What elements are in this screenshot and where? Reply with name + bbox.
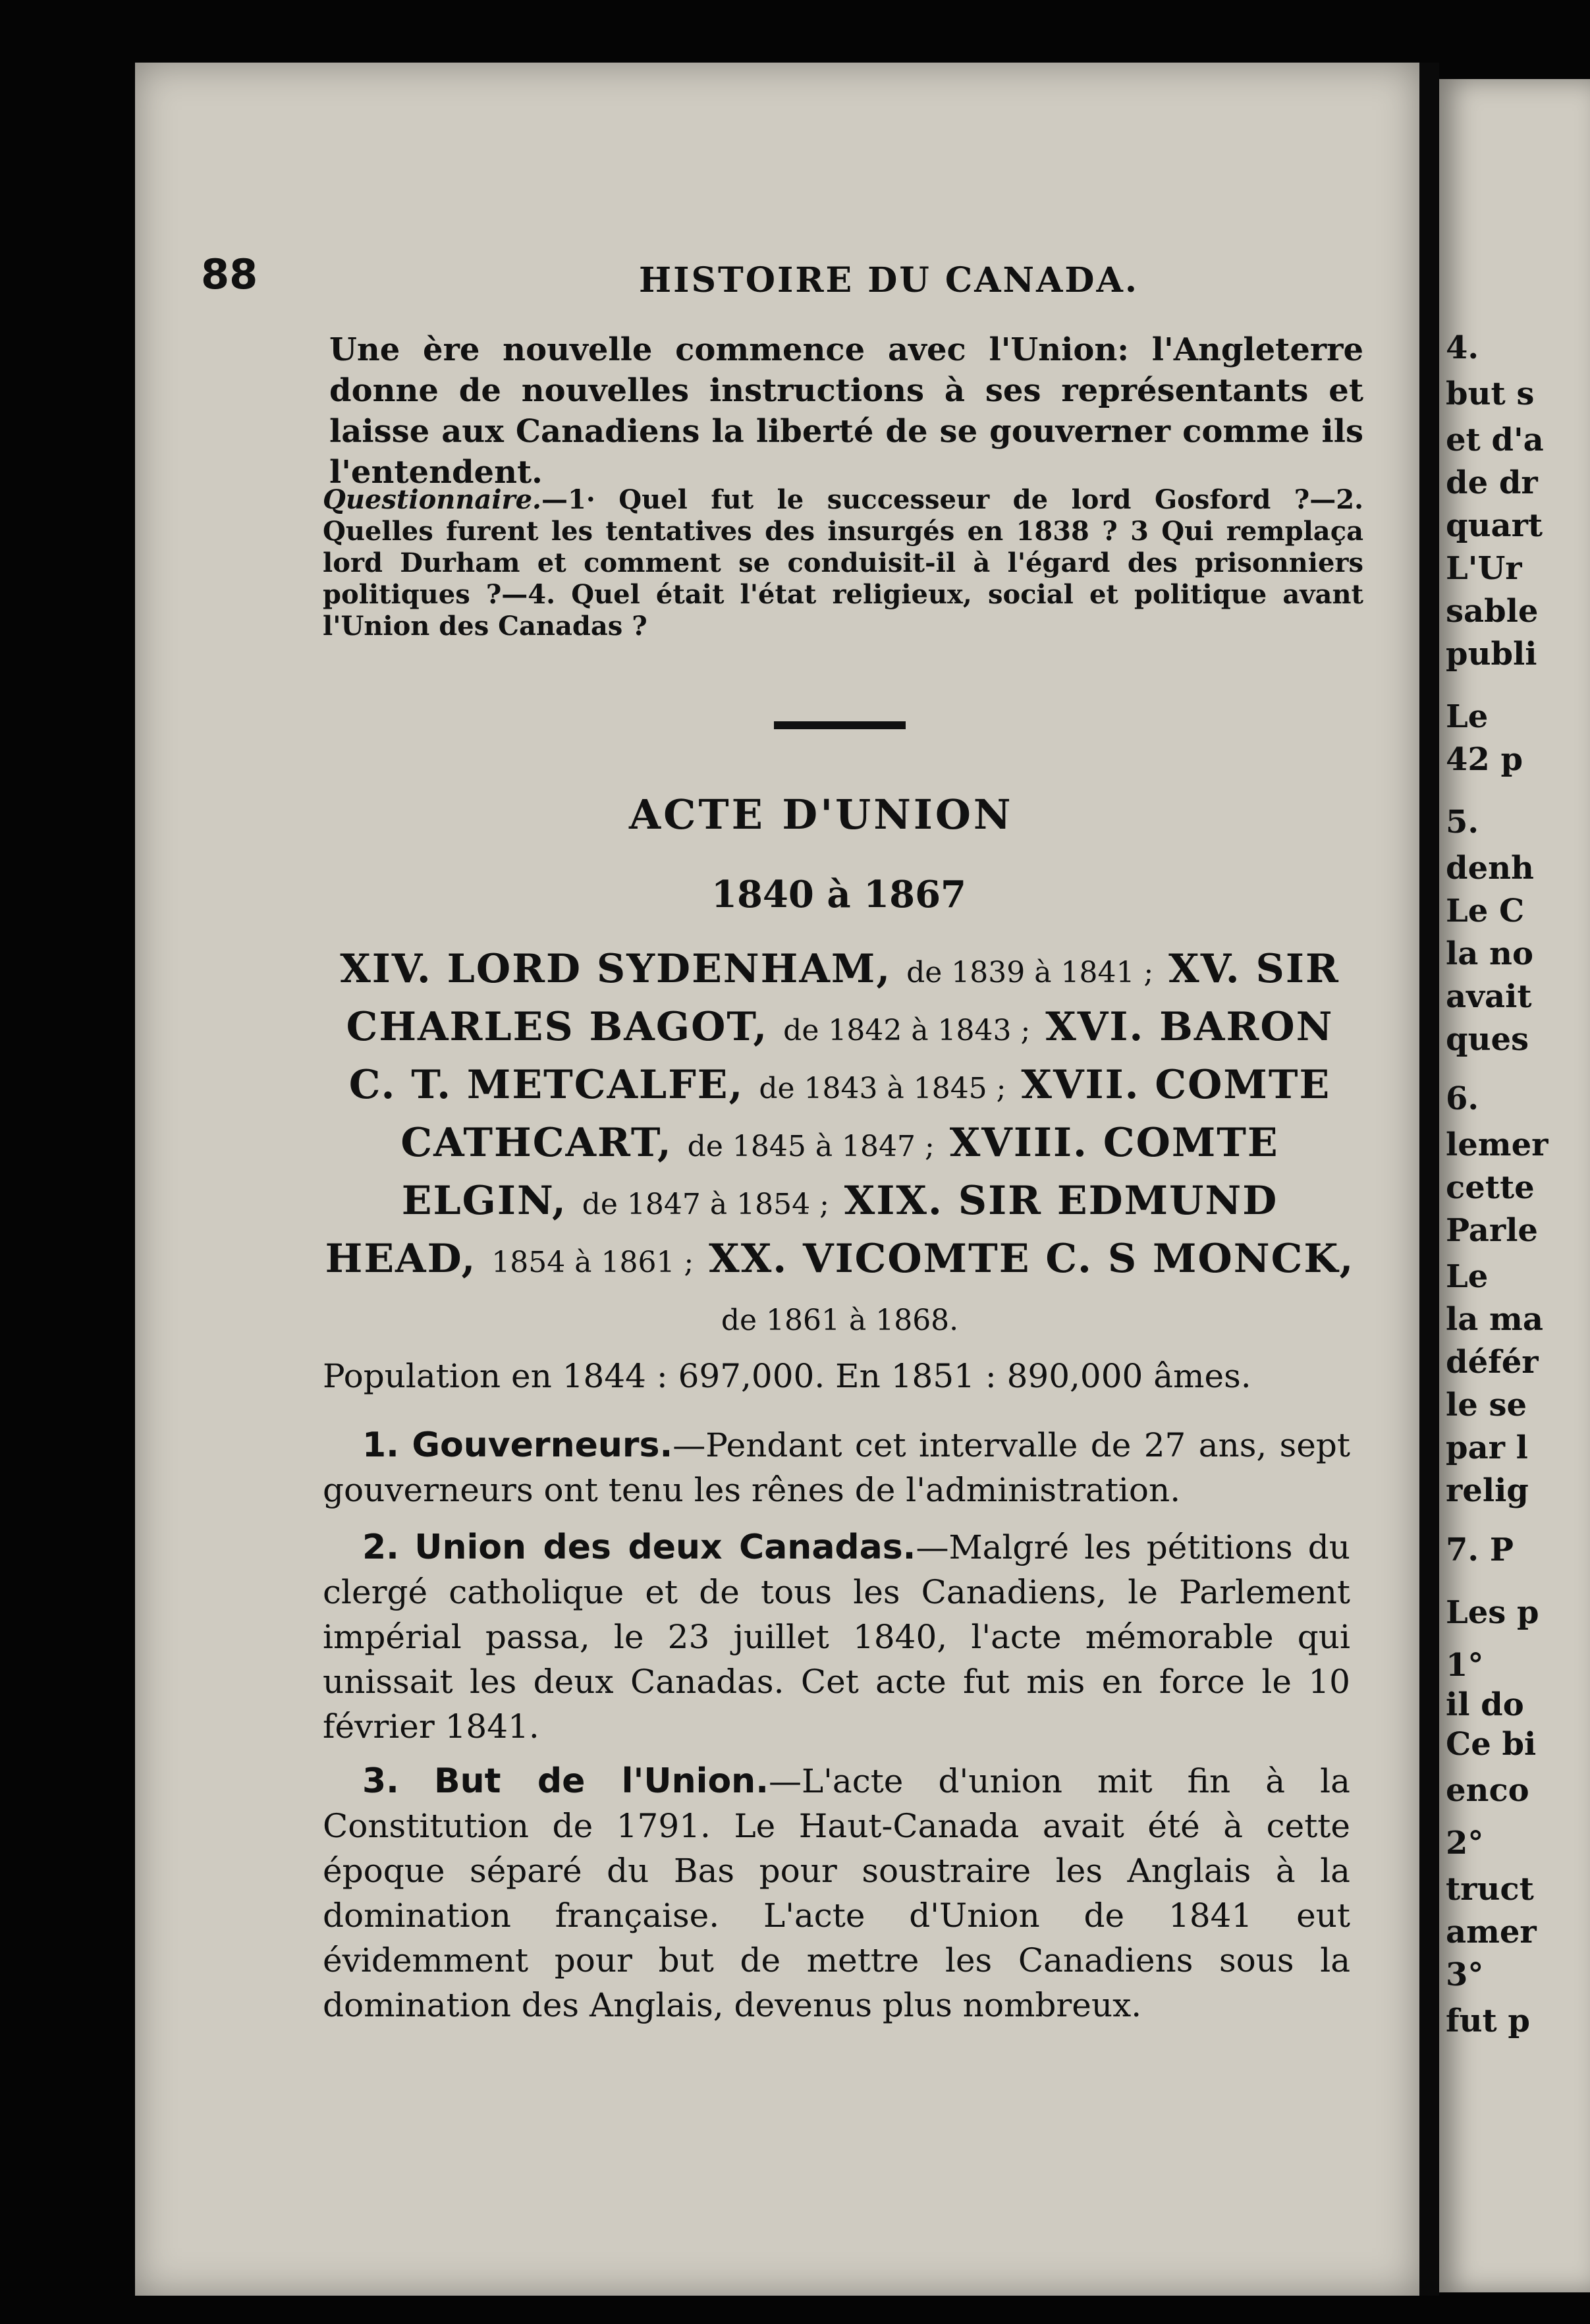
right-page-fragment: 5. <box>1446 804 1479 841</box>
right-page-fragment: Parle <box>1446 1212 1538 1249</box>
right-page-fragment: Le <box>1446 698 1489 735</box>
book-gutter <box>1419 63 1439 2296</box>
right-page-fragment: le se <box>1446 1387 1527 1424</box>
right-page-fragment: et d'a <box>1446 422 1544 458</box>
paragraph-text: —Pendant cet intervalle de 27 ans, sept gouverneurs ont tenu les rênes de l'administration. <box>323 1426 1350 1509</box>
paragraph-text: —Malgré les pétitions du clergé catholique et de tous les Canadiens, le Parlement impérial passa, le 23 juillet 1840, l'acte mémorable qui unissait les deux Canadas. Cet acte fut mis en force le 10 février 1841. <box>323 1528 1350 1746</box>
paragraph-number: 2. <box>362 1528 399 1567</box>
governor-name: XV. SIR CHARLES BAGOT, <box>346 946 1340 1050</box>
right-page-fragment: cette <box>1446 1169 1535 1206</box>
intro-paragraph: Une ère nouvelle commence avec l'Union: l'Angleterre donne de nouvelles instructions à ses représentants et laisse aux Canadiens la liberté de se gouverner comme ils l'entendent. <box>329 331 1363 491</box>
governor-name: XX. VICOMTE C. S MONCK, <box>709 1236 1355 1282</box>
right-page-fragment: défér <box>1446 1344 1539 1381</box>
right-page-fragment: par l <box>1446 1429 1528 1466</box>
right-page-fragment: 2° <box>1446 1825 1484 1862</box>
governor-dates: de 1839 à 1841 ; <box>906 956 1154 989</box>
right-page-fragment: Ce bi <box>1446 1726 1537 1763</box>
governor-dates: de 1861 à 1868. <box>721 1304 959 1337</box>
governor-dates: de 1845 à 1847 ; <box>687 1130 935 1163</box>
governors-list <box>323 942 1357 1348</box>
right-page-fragment: truct <box>1446 1871 1534 1908</box>
governor-dates: de 1842 à 1843 ; <box>783 1014 1031 1047</box>
governor-dates: de 1847 à 1854 ; <box>582 1188 829 1221</box>
right-page-fragment: 7. P <box>1446 1532 1514 1568</box>
right-page-fragment: enco <box>1446 1772 1529 1809</box>
right-page-fragment: fut p <box>1446 2003 1530 2039</box>
right-page-fragment: relig <box>1446 1472 1529 1509</box>
governor-name: XIX. SIR EDMUND HEAD, <box>325 1178 1278 1282</box>
governor-name: XVII. COMTE CATHCART, <box>400 1062 1331 1166</box>
questionnaire <box>323 484 1363 642</box>
right-page-fragment: lemer <box>1446 1126 1549 1163</box>
right-page-fragment: but s <box>1446 375 1535 412</box>
right-page-fragment: denh <box>1446 850 1534 887</box>
right-page-fragment: 42 p <box>1446 741 1523 778</box>
paragraph-text: —L'acte d'union mit fin à la Constitution de 1791. Le Haut-Canada avait été à cette époque séparé du Bas pour soustraire les Anglais à la domination française. L'acte d'Union de 1841 eut évidemment pour but de mettre les Canadiens sous la domination des Anglais, devenus plus nombreux. <box>323 1762 1350 2024</box>
right-page-fragment: avait <box>1446 978 1532 1015</box>
right-page-fragment: publi <box>1446 636 1537 673</box>
right-page-fragment: la ma <box>1446 1301 1543 1338</box>
paragraph-3 <box>323 1759 1350 2028</box>
right-page-fragment: quart <box>1446 507 1543 544</box>
right-page-fragment: ques <box>1446 1021 1529 1058</box>
right-page-fragment: sable <box>1446 593 1539 630</box>
governor-name: XIV. LORD SYDENHAM, <box>340 946 892 992</box>
right-page-fragment: amer <box>1446 1914 1537 1950</box>
paragraph-heading: Gouverneurs. <box>412 1425 673 1465</box>
paragraph-heading: But de l'Union. <box>434 1761 769 1801</box>
right-page-fragment: 1° <box>1446 1647 1484 1684</box>
right-page-fragment: 4. <box>1446 329 1479 366</box>
paragraph-1 <box>323 1423 1350 1512</box>
paragraph-2 <box>323 1525 1350 1749</box>
questionnaire-label: Questionnaire. <box>323 484 541 515</box>
page-number: 88 <box>201 250 258 298</box>
section-divider <box>774 721 906 729</box>
paragraph-number: 3. <box>362 1761 399 1801</box>
governor-dates: 1854 à 1861 ; <box>491 1246 694 1279</box>
right-page-fragment: il do <box>1446 1686 1524 1723</box>
right-page-fragment: de dr <box>1446 464 1538 501</box>
governor-dates: de 1843 à 1845 ; <box>759 1072 1006 1105</box>
right-page-fragment: la no <box>1446 935 1533 972</box>
questionnaire-text: —1· Quel fut le successeur de lord Gosford ?—2. Quelles furent les tentatives des insurgés en 1838 ? 3 Qui remplaça lord Durham et comment se conduisit-il à l'égard des prisonniers politiques ?—4. Quel était l'état religieux, social et politique avant l'Union des Canadas ? <box>323 484 1363 642</box>
right-page-fragment: 3° <box>1446 1956 1484 1993</box>
section-years: 1840 à 1867 <box>711 873 966 916</box>
right-page-fragment: 6. <box>1446 1080 1479 1117</box>
right-page-fragment: Les p <box>1446 1594 1539 1631</box>
section-title: ACTE D'UNION <box>629 790 1014 839</box>
governor-name: XVI. BARON C. T. METCALFE, <box>348 1004 1334 1108</box>
population-line: Population en 1844 : 697,000. En 1851 : 890,000 âmes. <box>323 1357 1251 1395</box>
right-page-fragment: Le <box>1446 1258 1489 1295</box>
governor-name: XVIII. COMTE ELGIN, <box>401 1120 1279 1224</box>
running-header: HISTOIRE DU CANADA. <box>639 260 1139 300</box>
right-page-fragment: L'Ur <box>1446 550 1522 587</box>
paragraph-heading: Union des deux Canadas. <box>414 1528 916 1567</box>
paragraph-number: 1. <box>362 1425 399 1465</box>
right-page-fragment: Le C <box>1446 893 1525 929</box>
